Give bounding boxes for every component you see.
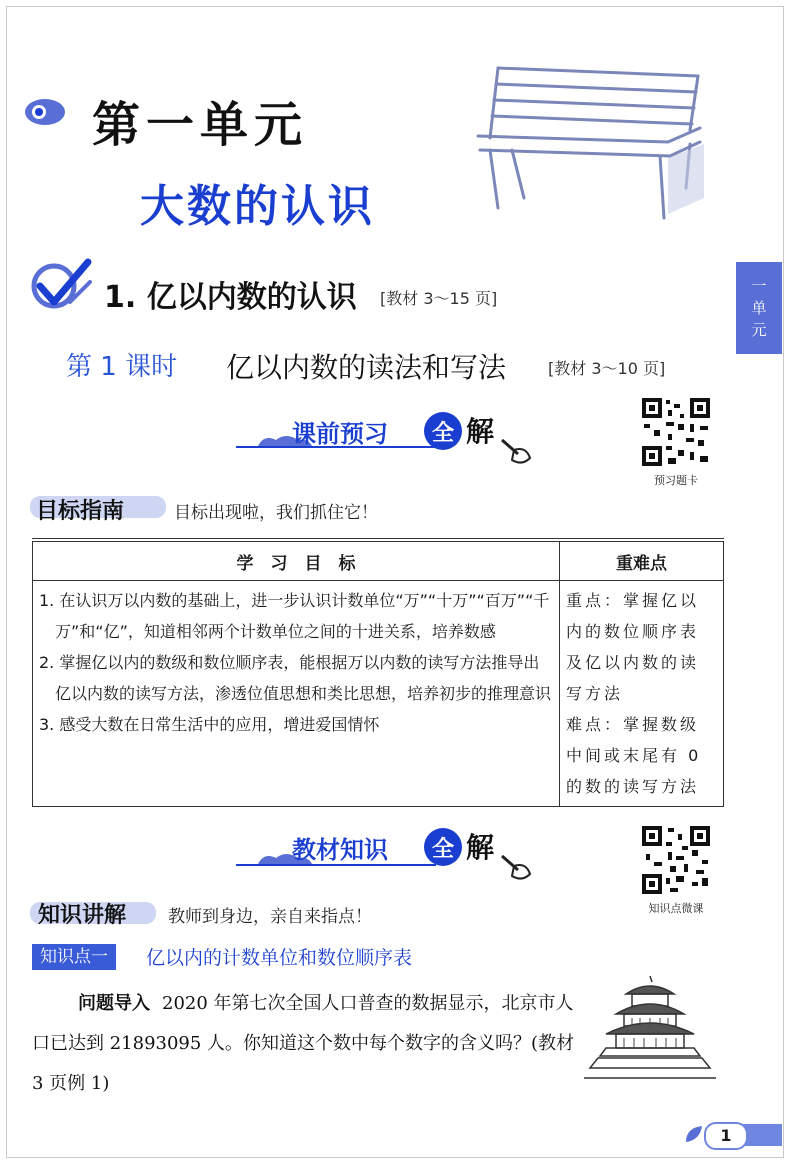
bench-illustration-icon [468,58,708,228]
unit-bullet-icon [24,98,66,126]
qr-label: 知识点微课 [648,902,704,915]
goal-tag: 目标指南 [36,498,125,524]
lesson-number: 第 1 课时 [66,352,178,382]
preview-banner [236,408,536,468]
key-points-header: 重难点 [560,540,724,581]
section-reference: [教材 3～15 页] [380,289,498,308]
knowledge-point-title: 亿以内的计数单位和数位顺序表 [146,947,413,969]
banner-circle: 全 [424,828,462,866]
leaf-icon [684,1124,704,1144]
goals-table [32,538,724,807]
section-title: 1. 亿以内数的认识 [104,280,357,315]
goals-cell [33,581,560,807]
goal-item: 3. 感受大数在日常生活中的应用，增进爱国情怀 [39,715,380,734]
unit-title: 第一单元 [92,97,309,153]
side-tab-char: 一 [751,277,767,295]
lesson-title: 亿以内数的读法和写法 [226,351,507,384]
qr-code-icon[interactable] [640,396,712,468]
knowledge-point-badge: 知识点一 [32,944,116,970]
key-point: 重点：掌握亿以内的数位顺序表及亿以内数的读写方法 [566,591,700,703]
temple-of-heaven-icon [580,972,720,1082]
banner-circle: 全 [424,412,462,450]
knowledge-tag: 知识讲解 [38,902,127,928]
lesson-reference: [教材 3～10 页] [548,359,666,378]
difficult-point: 难点：掌握数级中间或末尾有 0 的数的读写方法 [566,715,702,796]
goal-note: 目标出现啦，我们抓住它！ [174,503,378,523]
key-points-cell [560,581,724,807]
qr-label: 预习题卡 [654,474,698,487]
intro-lead: 问题导入 [78,993,150,1014]
goal-item: 1. 在认识万以内数的基础上，进一步认识计数单位“万”“十万”“百万”“千万”和“亿”，知道相邻两个计数单位之间的十进关系，培养数感 [39,591,550,641]
intro-paragraph [32,984,580,1104]
banner-jie: 解 [466,415,495,448]
hand-pen-icon [500,436,532,466]
goals-header: 学 习 目 标 [33,540,560,581]
checkmark-icon [30,258,92,310]
unit-side-tab [736,262,782,354]
page-number: 1 [704,1122,748,1150]
side-tab-char: 元 [751,321,767,339]
knowledge-note: 教师到身边，亲自来指点！ [168,907,372,927]
banner-text: 教材知识 [292,836,388,864]
goal-item: 2. 掌握亿以内的数级和数位顺序表，能根据万以内数的读写方法推导出亿以内数的读写方法，渗透位值思想和类比思想，培养初步的推理意识 [39,653,552,703]
intro-text: 2020 年第七次全国人口普查的数据显示，北京市人口已达到 21893095 人。你知道这个数中每个数字的含义吗？(教材 3 页例 1) [32,993,575,1094]
side-tab-char: 单 [751,299,767,317]
banner-text: 课前预习 [292,420,388,448]
banner-jie: 解 [466,831,495,864]
hand-pen-icon [500,852,532,882]
unit-subtitle: 大数的认识 [140,181,375,232]
qr-code-icon[interactable] [640,824,712,896]
knowledge-banner [236,826,536,886]
